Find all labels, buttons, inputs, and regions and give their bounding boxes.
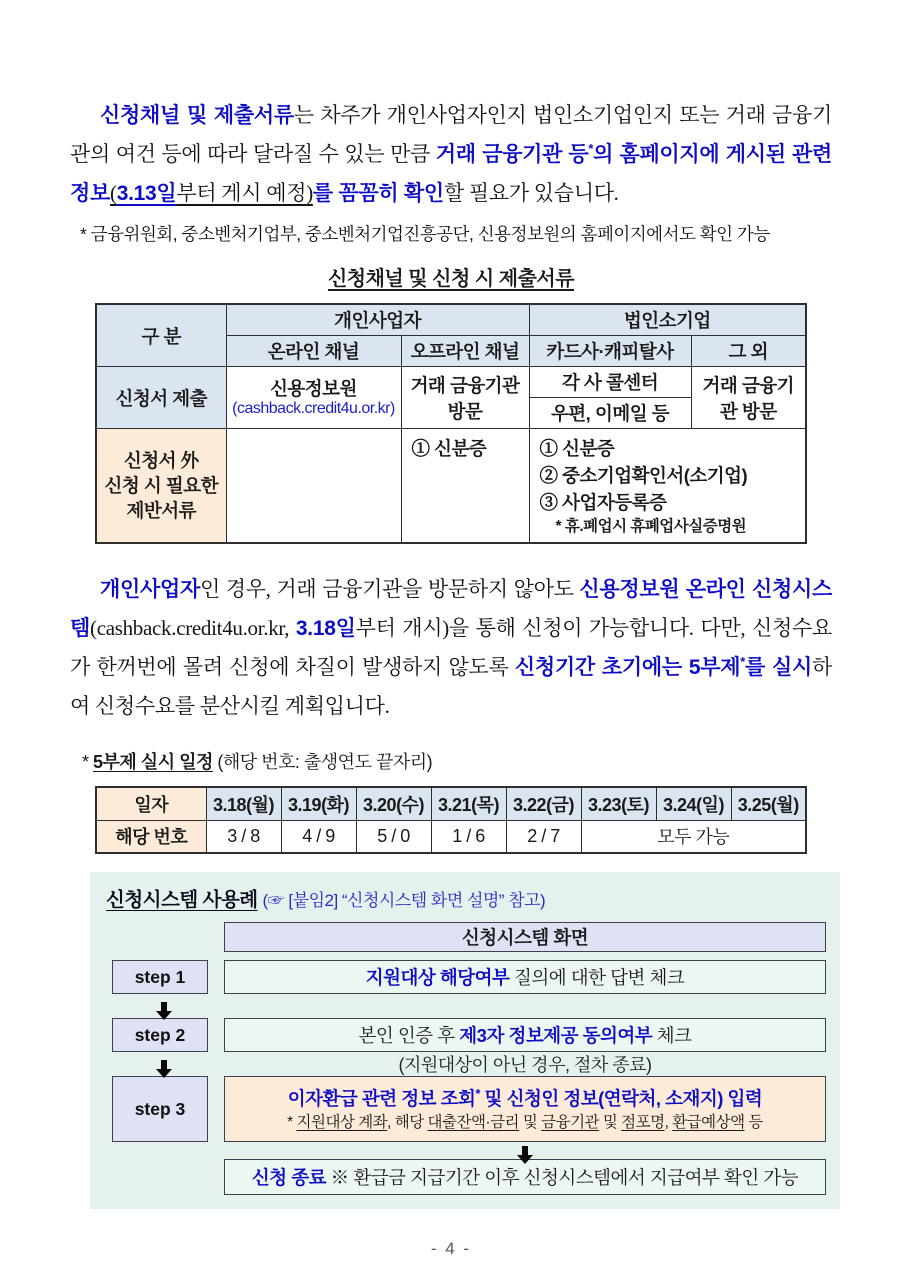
col-header-corporate: 법인소기업	[529, 304, 806, 336]
step3-emphasis: 이자환급 관련 정보 조회	[287, 1087, 476, 1109]
step2-content-box	[224, 1018, 826, 1052]
body-text: 는 차주가 개인사업자인지 법인소기업인지 또는 거래 금융기관의 여건 등에 따라 달라질 수 있는 만큼	[70, 103, 832, 166]
arrow-wrap	[104, 1052, 224, 1076]
usage-title: 신청시스템 사용례	[106, 889, 258, 911]
step3-content-box	[224, 1076, 826, 1142]
end-text: ※ 환급금 지급기간 이후 신청시스템에서 지급여부 확인 가능	[326, 1167, 799, 1188]
schedule-note-detail: (해당 번호: 출생연도 끝자리)	[212, 752, 433, 772]
col-header-card: 카드사·캐피탈사	[529, 336, 691, 367]
emphasis-individual: 개인사업자	[100, 578, 200, 601]
usage-example-section	[90, 872, 840, 1209]
down-arrow-icon	[161, 1002, 167, 1011]
step3-content-col	[224, 1076, 826, 1142]
schedule-note-title: 5부제 실시 일정	[93, 752, 213, 772]
step1-label-col	[104, 960, 224, 994]
asterisk-superscript: *	[475, 1085, 480, 1101]
flow-label-spacer	[104, 922, 224, 952]
flow-header-row	[104, 922, 826, 952]
cell-offline-channel: 거래 금융기관 방문	[401, 367, 529, 429]
flow-arrow-row	[104, 994, 826, 1018]
posting-schedule-text: 부터 게시 예정	[176, 181, 307, 205]
emphasis-institution: 거래 금융기관 등	[435, 143, 589, 166]
doc-item-sme-confirm: ② 중소기업확인서(소기업)	[539, 465, 748, 486]
required-docs-label-line: 신청 시 필요한	[104, 475, 218, 496]
flow-header-col	[224, 922, 826, 952]
step3-label-box: step 3	[112, 1076, 208, 1142]
step2-label-box: step 2	[112, 1018, 208, 1052]
note-text: 및	[599, 1113, 622, 1131]
arrow-wrap	[224, 1146, 826, 1155]
body-text: 인 경우, 거래 금융기관을 방문하지 않아도	[199, 577, 580, 601]
schedule-number: 3 / 8	[206, 820, 281, 853]
asterisk-superscript: *	[588, 141, 594, 156]
note-text: ,	[664, 1113, 673, 1131]
col-header-individual: 개인사업자	[226, 304, 529, 336]
paragraph-online-system	[70, 570, 832, 726]
not-eligible-note: (지원대상이 아닌 경우, 절차 종료)	[398, 1055, 652, 1075]
schedule-date: 3.20(수)	[356, 787, 431, 820]
schedule-date: 3.25(월)	[731, 787, 806, 820]
flow-final-arrow-row	[104, 1142, 826, 1159]
underlined-term: 대출잔액·금리	[427, 1113, 520, 1131]
cell-etc-visit: 거래 금융기관 방문	[691, 367, 806, 429]
underlined-term: 점포명	[621, 1113, 665, 1131]
asterisk: *	[82, 752, 94, 772]
schedule-note	[82, 748, 832, 774]
arrow-wrap	[104, 1002, 224, 1011]
usage-heading	[106, 884, 826, 912]
flow-end-row	[104, 1159, 826, 1195]
step2-emphasis: 제3자 정보제공 동의여부	[459, 1025, 653, 1046]
rotation-schedule-table	[95, 786, 807, 854]
cashback-url-link[interactable]: (cashback.credit4u.or.kr)	[232, 399, 395, 417]
note-text: , 해당	[387, 1113, 428, 1131]
underlined-term: 지원대상 계좌	[296, 1113, 388, 1131]
schedule-date: 3.24(일)	[656, 787, 731, 820]
doc-item-closure-note: * 휴.폐업시 휴폐업사실증명원	[555, 518, 747, 535]
underlined-term: 금융기관	[541, 1113, 600, 1131]
flow-label-spacer	[104, 1159, 224, 1195]
flow-midnote-row	[104, 1052, 826, 1076]
paren-close: )	[306, 181, 313, 205]
doc-item-id: ① 신분증	[411, 438, 487, 459]
cell-offline-docs	[401, 429, 529, 544]
schedule-header-number: 해당 번호	[96, 820, 206, 853]
emphasis-website-info: 의 홈페이지에 게시된 관련 정보	[70, 143, 832, 205]
schedule-date: 3.23(토)	[581, 787, 656, 820]
step2-text: 체크	[652, 1025, 692, 1046]
cell-online-docs-empty	[226, 429, 401, 544]
row-header-submit: 신청서 제출	[96, 367, 226, 429]
emphasis-date-318: 3.18일	[295, 617, 356, 640]
down-arrow-icon	[161, 1060, 167, 1069]
step2-text: 본인 인증 후	[358, 1025, 460, 1046]
table-title-text: 신청채널 및 신청 시 제출서류	[327, 268, 575, 290]
doc-item-business-reg: ③ 사업자등록증	[539, 492, 667, 513]
end-content-col	[224, 1159, 826, 1195]
step1-label-box: step 1	[112, 960, 208, 994]
schedule-date: 3.19(화)	[281, 787, 356, 820]
schedule-date: 3.18(월)	[206, 787, 281, 820]
step1-emphasis: 지원대상 해당여부	[365, 967, 510, 988]
cell-online-channel	[226, 367, 401, 429]
emphasis-rotation-system: 신청기간 초기에는 5부제	[514, 656, 741, 679]
doc-item-id: ① 신분증	[539, 438, 615, 459]
footnote-other-websites: * 금융위원회, 중소벤처기업부, 중소벤처기업진흥공단, 신용정보원의 홈페이지에서도 확인 가능	[80, 224, 770, 244]
step1-content-box	[224, 960, 826, 994]
cell-corporate-docs	[529, 429, 806, 544]
note-text: 등	[744, 1113, 763, 1131]
emphasis-online-system: 신용정보원 온라인 신청시스템	[70, 578, 832, 640]
body-text: 할 필요가 있습니다.	[443, 181, 619, 205]
body-text: 하여 신청수요를 분산시킬 계획입니다.	[70, 655, 832, 718]
schedule-date: 3.21(목)	[431, 787, 506, 820]
system-url-text: (cashback.credit4u.or.kr,	[90, 616, 296, 640]
note-text: 및	[519, 1113, 542, 1131]
step1-text: 질의에 대한 답변 체크	[509, 967, 685, 988]
paragraph-application-channels	[70, 96, 832, 213]
schedule-header-date: 일자	[96, 787, 206, 820]
flow-step1-row	[104, 960, 826, 994]
col-header-etc: 그 외	[691, 336, 806, 367]
row-header-required-docs	[96, 429, 226, 544]
emphasis-implement: 를 실시	[745, 656, 812, 679]
credit-info-org: 신용정보원	[270, 377, 357, 399]
paren-open: (	[109, 181, 117, 205]
col-header-online: 온라인 채널	[226, 336, 401, 367]
required-docs-label-line: 제반서류	[126, 500, 196, 521]
step2-content-col	[224, 1018, 826, 1052]
emphasis-date-313: 3.13일	[116, 182, 177, 205]
col-header-offline: 오프라인 채널	[401, 336, 529, 367]
step2-label-col	[104, 1018, 224, 1052]
flow-step3-row	[104, 1076, 826, 1142]
step3-emphasis: 및 신청인 정보(연락처, 소재지) 입력	[479, 1087, 763, 1109]
cell-card-mail-email: 우편, 이메일 등	[529, 398, 691, 429]
step3-main-line	[288, 1085, 763, 1112]
emphasis-check-carefully: 를 꼼꼼히 확인	[312, 182, 444, 205]
end-box	[224, 1159, 826, 1195]
schedule-number: 5 / 0	[356, 820, 431, 853]
schedule-number: 4 / 9	[281, 820, 356, 853]
schedule-all-available: 모두 가능	[581, 820, 806, 853]
schedule-number: 1 / 6	[431, 820, 506, 853]
step3-note-line	[287, 1112, 763, 1134]
channels-documents-table	[95, 303, 807, 544]
usage-title-note: (☞ [붙임2] “신청시스템 화면 설명” 참고)	[262, 891, 546, 910]
step3-label-col	[104, 1076, 224, 1142]
body-text: 부터 개시)을 통해 신청이 가능합니다. 다만, 신청수요가 한꺼번에 몰려 신청에 차질이 발생하지 않도록	[70, 616, 832, 679]
col-header-category: 구 분	[96, 304, 226, 367]
flow-label-spacer	[104, 1142, 224, 1159]
schedule-date: 3.22(금)	[506, 787, 581, 820]
required-docs-label-line: 신청서 外	[123, 450, 199, 471]
down-arrow-icon	[522, 1146, 528, 1155]
step1-content-col	[224, 960, 826, 994]
cell-card-callcenter: 각 사 콜센터	[529, 367, 691, 398]
schedule-number: 2 / 7	[506, 820, 581, 853]
flow-step2-row	[104, 1018, 826, 1052]
asterisk-superscript: *	[740, 654, 745, 669]
page-number: - 4 -	[430, 1239, 472, 1258]
emphasis-channels-docs: 신청채널 및 제출서류	[100, 104, 294, 127]
table-title	[70, 262, 832, 291]
screen-header-box: 신청시스템 화면	[224, 922, 826, 952]
note-text: *	[287, 1113, 297, 1131]
end-emphasis: 신청 종료	[251, 1167, 327, 1188]
underlined-term: 환급예상액	[672, 1113, 745, 1131]
